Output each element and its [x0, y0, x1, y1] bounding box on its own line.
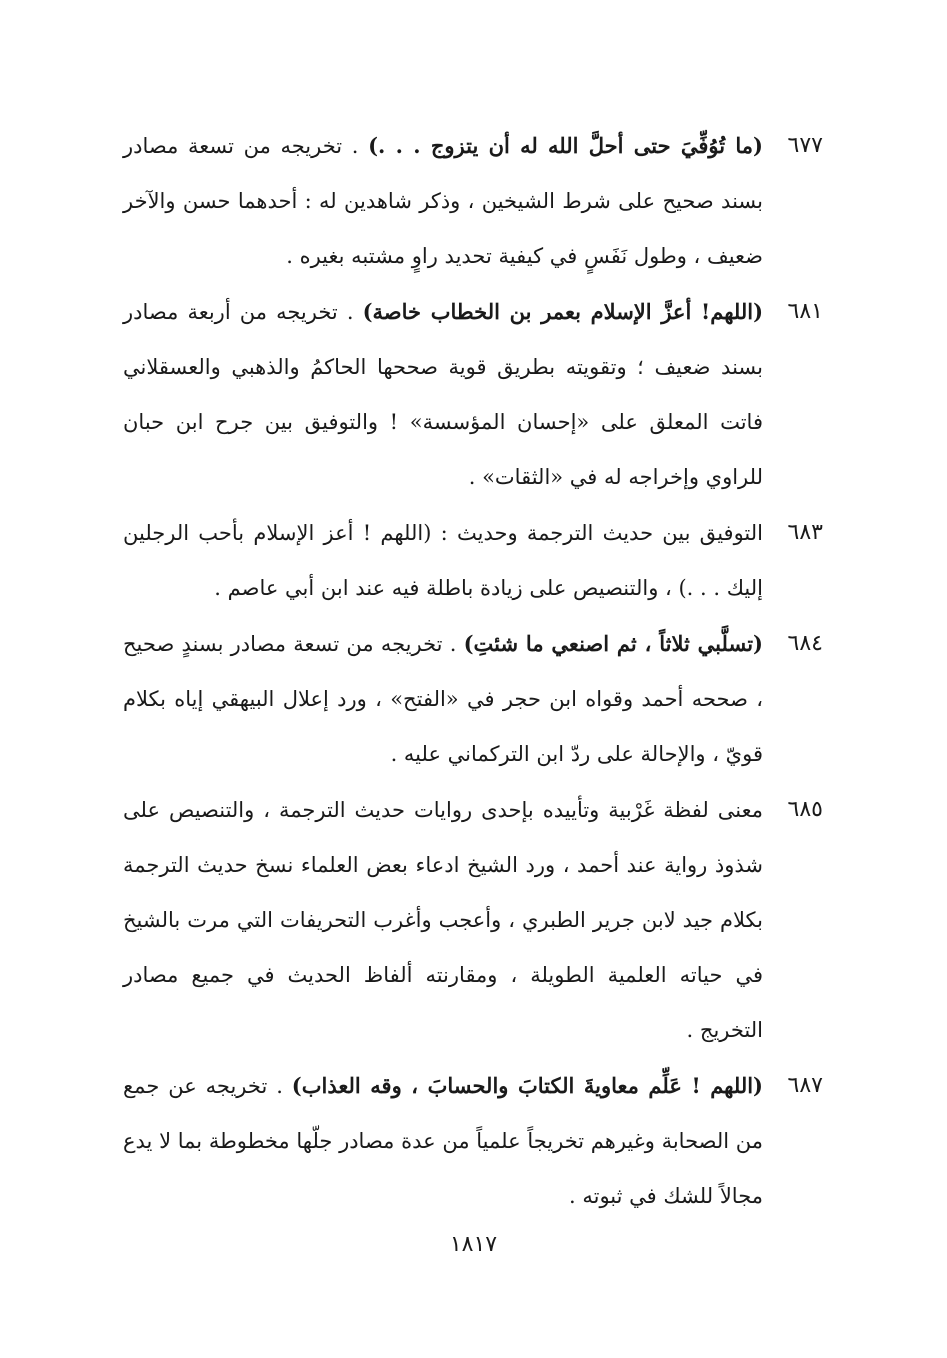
page-number: ١٨١٧ — [449, 1232, 498, 1257]
entry-description: . تخريجه من تسعة مصادر بسند صحيح على شرط الشيخين ، وذكر شاهدين له : أحدهما حسن والآخر ضعيف ، وطول نَفَسٍ في كيفية تحديد راوٍ مشتبه بغيره . — [123, 134, 763, 268]
entry-number: ٦٨١ — [787, 299, 823, 324]
entry-number: ٦٨٤ — [787, 631, 823, 656]
entry-number: ٦٨٥ — [787, 797, 823, 822]
entry-685 — [123, 782, 823, 1058]
entry-description: . تخريجه من أربعة مصادر بسند ضعيف ؛ وتقويته بطريق قوية صححها الحاكمُ والذهبي والعسقلاني فاتت المعلق على «إحسان المؤسسة» ! والتوفيق بين جرح ابن حبان للراوي وإخراجه له في «الثقات» . — [123, 300, 763, 489]
entry-description: معنى لفظة غَرْبية وتأييده بإحدى روايات حديث الترجمة ، والتنصيص على شذوذ رواية عند أحمد ، ورد الشيخ ادعاء بعض العلماء نسخ حديث الترجمة بكلام جيد لابن جرير الطبري ، وأعجب وأغرب التحريفات التي مرت بالشيخ في حياته العلمية الطويلة ، ومقارنته ألفاظ الحديث في جميع مصادر التخريج . — [123, 798, 763, 1042]
hadith-quote: (تسلَّبي ثلاثاً ، ثم اصنعي ما شئتِ) — [463, 631, 763, 656]
hadith-quote: (اللهم ! عَلِّم معاويةَ الكتابَ والحسابَ ، وقه العذاب) — [291, 1073, 763, 1098]
entry-text — [123, 284, 763, 505]
hadith-quote: (ما تُوُفِّيَ حتى أحلَّ الله له أن يتزوج . . .) — [368, 133, 763, 158]
entry-677 — [123, 118, 823, 284]
index-entries — [123, 118, 823, 1224]
entry-text — [123, 118, 763, 284]
entry-text — [123, 616, 763, 782]
entry-text — [123, 782, 763, 1058]
entry-number: ٦٨٧ — [787, 1073, 823, 1098]
entry-684 — [123, 616, 823, 782]
entry-681 — [123, 284, 823, 505]
entry-text — [123, 1058, 763, 1224]
entry-number: ٦٧٧ — [787, 133, 823, 158]
entry-687 — [123, 1058, 823, 1224]
entry-description: . تخريجه من تسعة مصادر بسندٍ صحيح ، صححه أحمد وقواه ابن حجر في «الفتح» ، ورد إعلال البيهقي إياه بكلام قويّ ، والإحالة على ردّ ابن التركماني عليه . — [123, 632, 763, 766]
entry-description: التوفيق بين حديث الترجمة وحديث : (اللهم ! أعز الإسلام بأحب الرجلين إليك . . .) ، والتنصيص على زيادة باطلة فيه عند ابن أبي عاصم . — [123, 521, 763, 600]
entry-description: . تخريجه عن جمع من الصحابة وغيرهم تخريجاً علمياً من عدة مصادر جلّها مخطوطة بما لا يدع مجالاً للشك في ثبوته . — [123, 1074, 763, 1208]
entry-text — [123, 505, 763, 616]
entry-683 — [123, 505, 823, 616]
entry-number: ٦٨٣ — [787, 520, 823, 545]
hadith-quote: (اللهم! أعزَّ الإسلام بعمر بن الخطاب خاصة) — [362, 299, 764, 324]
